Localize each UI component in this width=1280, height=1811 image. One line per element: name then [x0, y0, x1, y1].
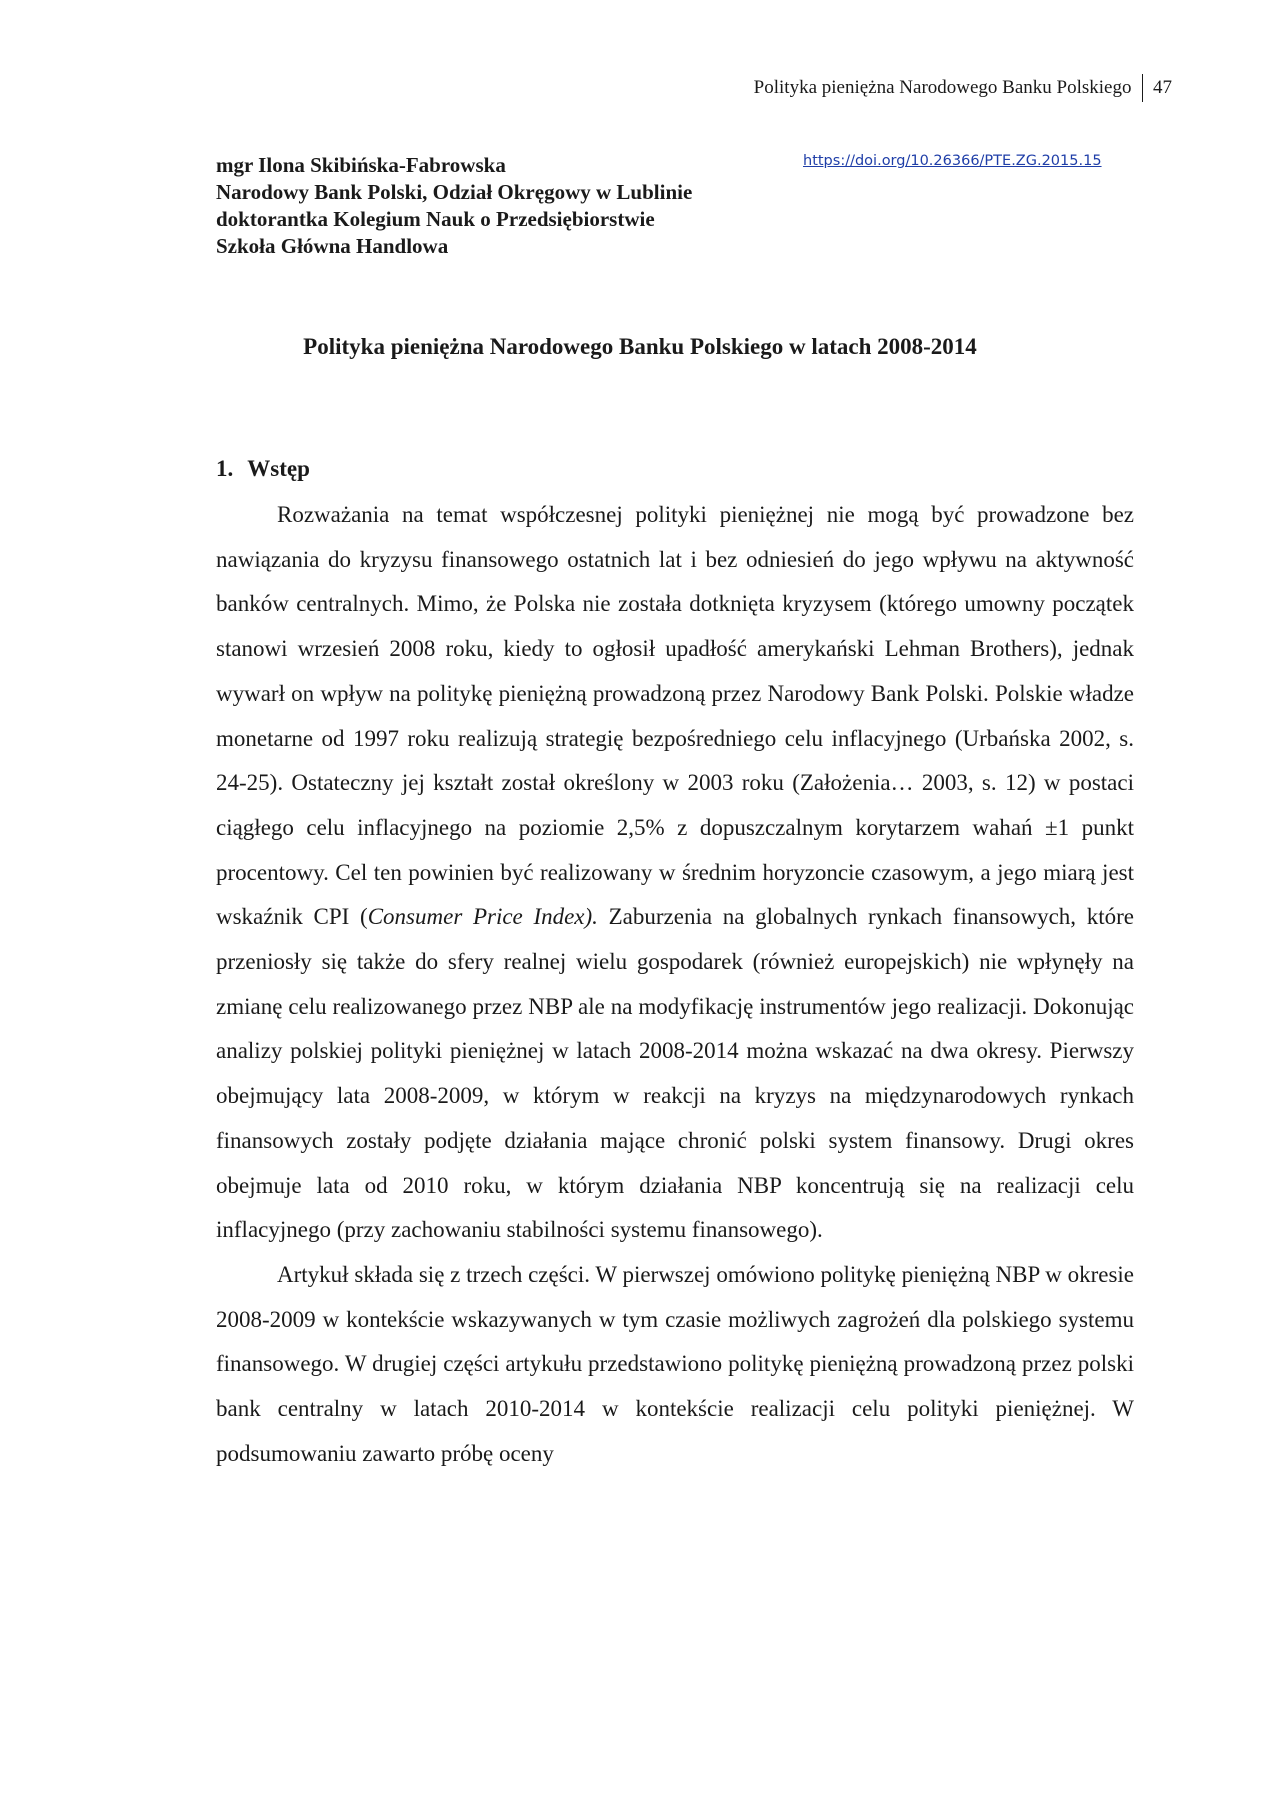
- paragraph-1-part-b: Zaburzenia na globalnych rynkach finansowych, które przeniosły się także do sfery realnej wielu gospodarek (również europejskich) nie wpłynęły na zmianę celu realizowanego przez NBP ale na modyfikację instrumentów jego realizacji. Dokonując analizy polskiej polityki pieniężnej w latach 2008-2014 można wskazać na dwa okresy. Pierwszy obejmujący lata 2008-2009, w którym w reakcji na kryzys na międzynarodowych rynkach finansowych zostały podjęte działania mające chronić polski system finansowy. Drugi okres obejmuje lata od 2010 roku, w którym działania NBP koncentrują się na realizacji celu inflacyjnego (przy zachowaniu stabilności systemu finansowego).: [216, 904, 1135, 1243]
- author-doctoral-program: doktorantka Kolegium Nauk o Przedsiębiorstwie: [216, 207, 655, 231]
- author-university: Szkoła Główna Handlowa: [216, 234, 449, 258]
- author-affiliation-block: [216, 152, 692, 260]
- doi-link[interactable]: https://doi.org/10.26366/PTE.ZG.2015.15: [803, 153, 1102, 169]
- paragraph-2: Artykuł składa się z trzech części. W pierwszej omówiono politykę pieniężną NBP w okresie 2008-2009 w kontekście wskazywanych w tym czasie możliwych zagrożeń dla polskiego systemu finansowego. W drugiej części artykułu przedstawiono politykę pieniężną prowadzoną przez polski bank centralny w latach 2010-2014 w kontekście realizacji celu polityki pieniężnej. W podsumowaniu zawarto próbę oceny: [216, 1261, 1134, 1466]
- header-divider: [1142, 74, 1144, 102]
- page-number: 47: [1153, 77, 1172, 98]
- section-heading: [216, 456, 310, 482]
- section-title: Wstęp: [247, 456, 310, 481]
- author-institution: Narodowy Bank Polski, Odział Okręgowy w Lublinie: [216, 180, 693, 204]
- section-number: 1.: [216, 456, 234, 481]
- paragraph-1-part-a: Rozważania na temat współczesnej polityki pieniężnej nie mogą być prowadzone bez nawiązania do kryzysu finansowego ostatnich lat i bez odniesień do jego wpływu na aktywność banków centralnych. Mimo, że Polska nie została dotknięta kryzysem (którego umowny początek stanowi wrzesień 2008 roku, kiedy to ogłosił upadłość amerykański Lehman Brothers), jednak wywarł on wpływ na politykę pieniężną prowadzoną przez Narodowy Bank Polski. Polskie władze monetarne od 1997 roku realizują strategię bezpośredniego celu inflacyjnego (Urbańska 2002, s. 24-25). Ostateczny jej kształt został określony w 2003 roku (Założenia… 2003, s. 12) w postaci ciągłego celu inflacyjnego na poziomie 2,5% z dopuszczalnym korytarzem wahań ±1 punkt procentowy. Cel ten powinien być realizowany w średnim horyzoncie czasowym, a jego miarą jest wskaźnik CPI (: [216, 502, 1134, 930]
- paragraph-1: [216, 493, 1134, 1253]
- body-text: [216, 493, 1134, 1476]
- article-title: Polityka pieniężna Narodowego Banku Polskiego w latach 2008-2014: [303, 334, 977, 359]
- running-header: [754, 74, 1172, 102]
- paragraph-1-italic: Consumer Price Index).: [367, 904, 598, 930]
- author-name: mgr Ilona Skibińska-Fabrowska: [216, 153, 506, 177]
- running-title: Polityka pieniężna Narodowego Banku Polskiego: [753, 77, 1132, 98]
